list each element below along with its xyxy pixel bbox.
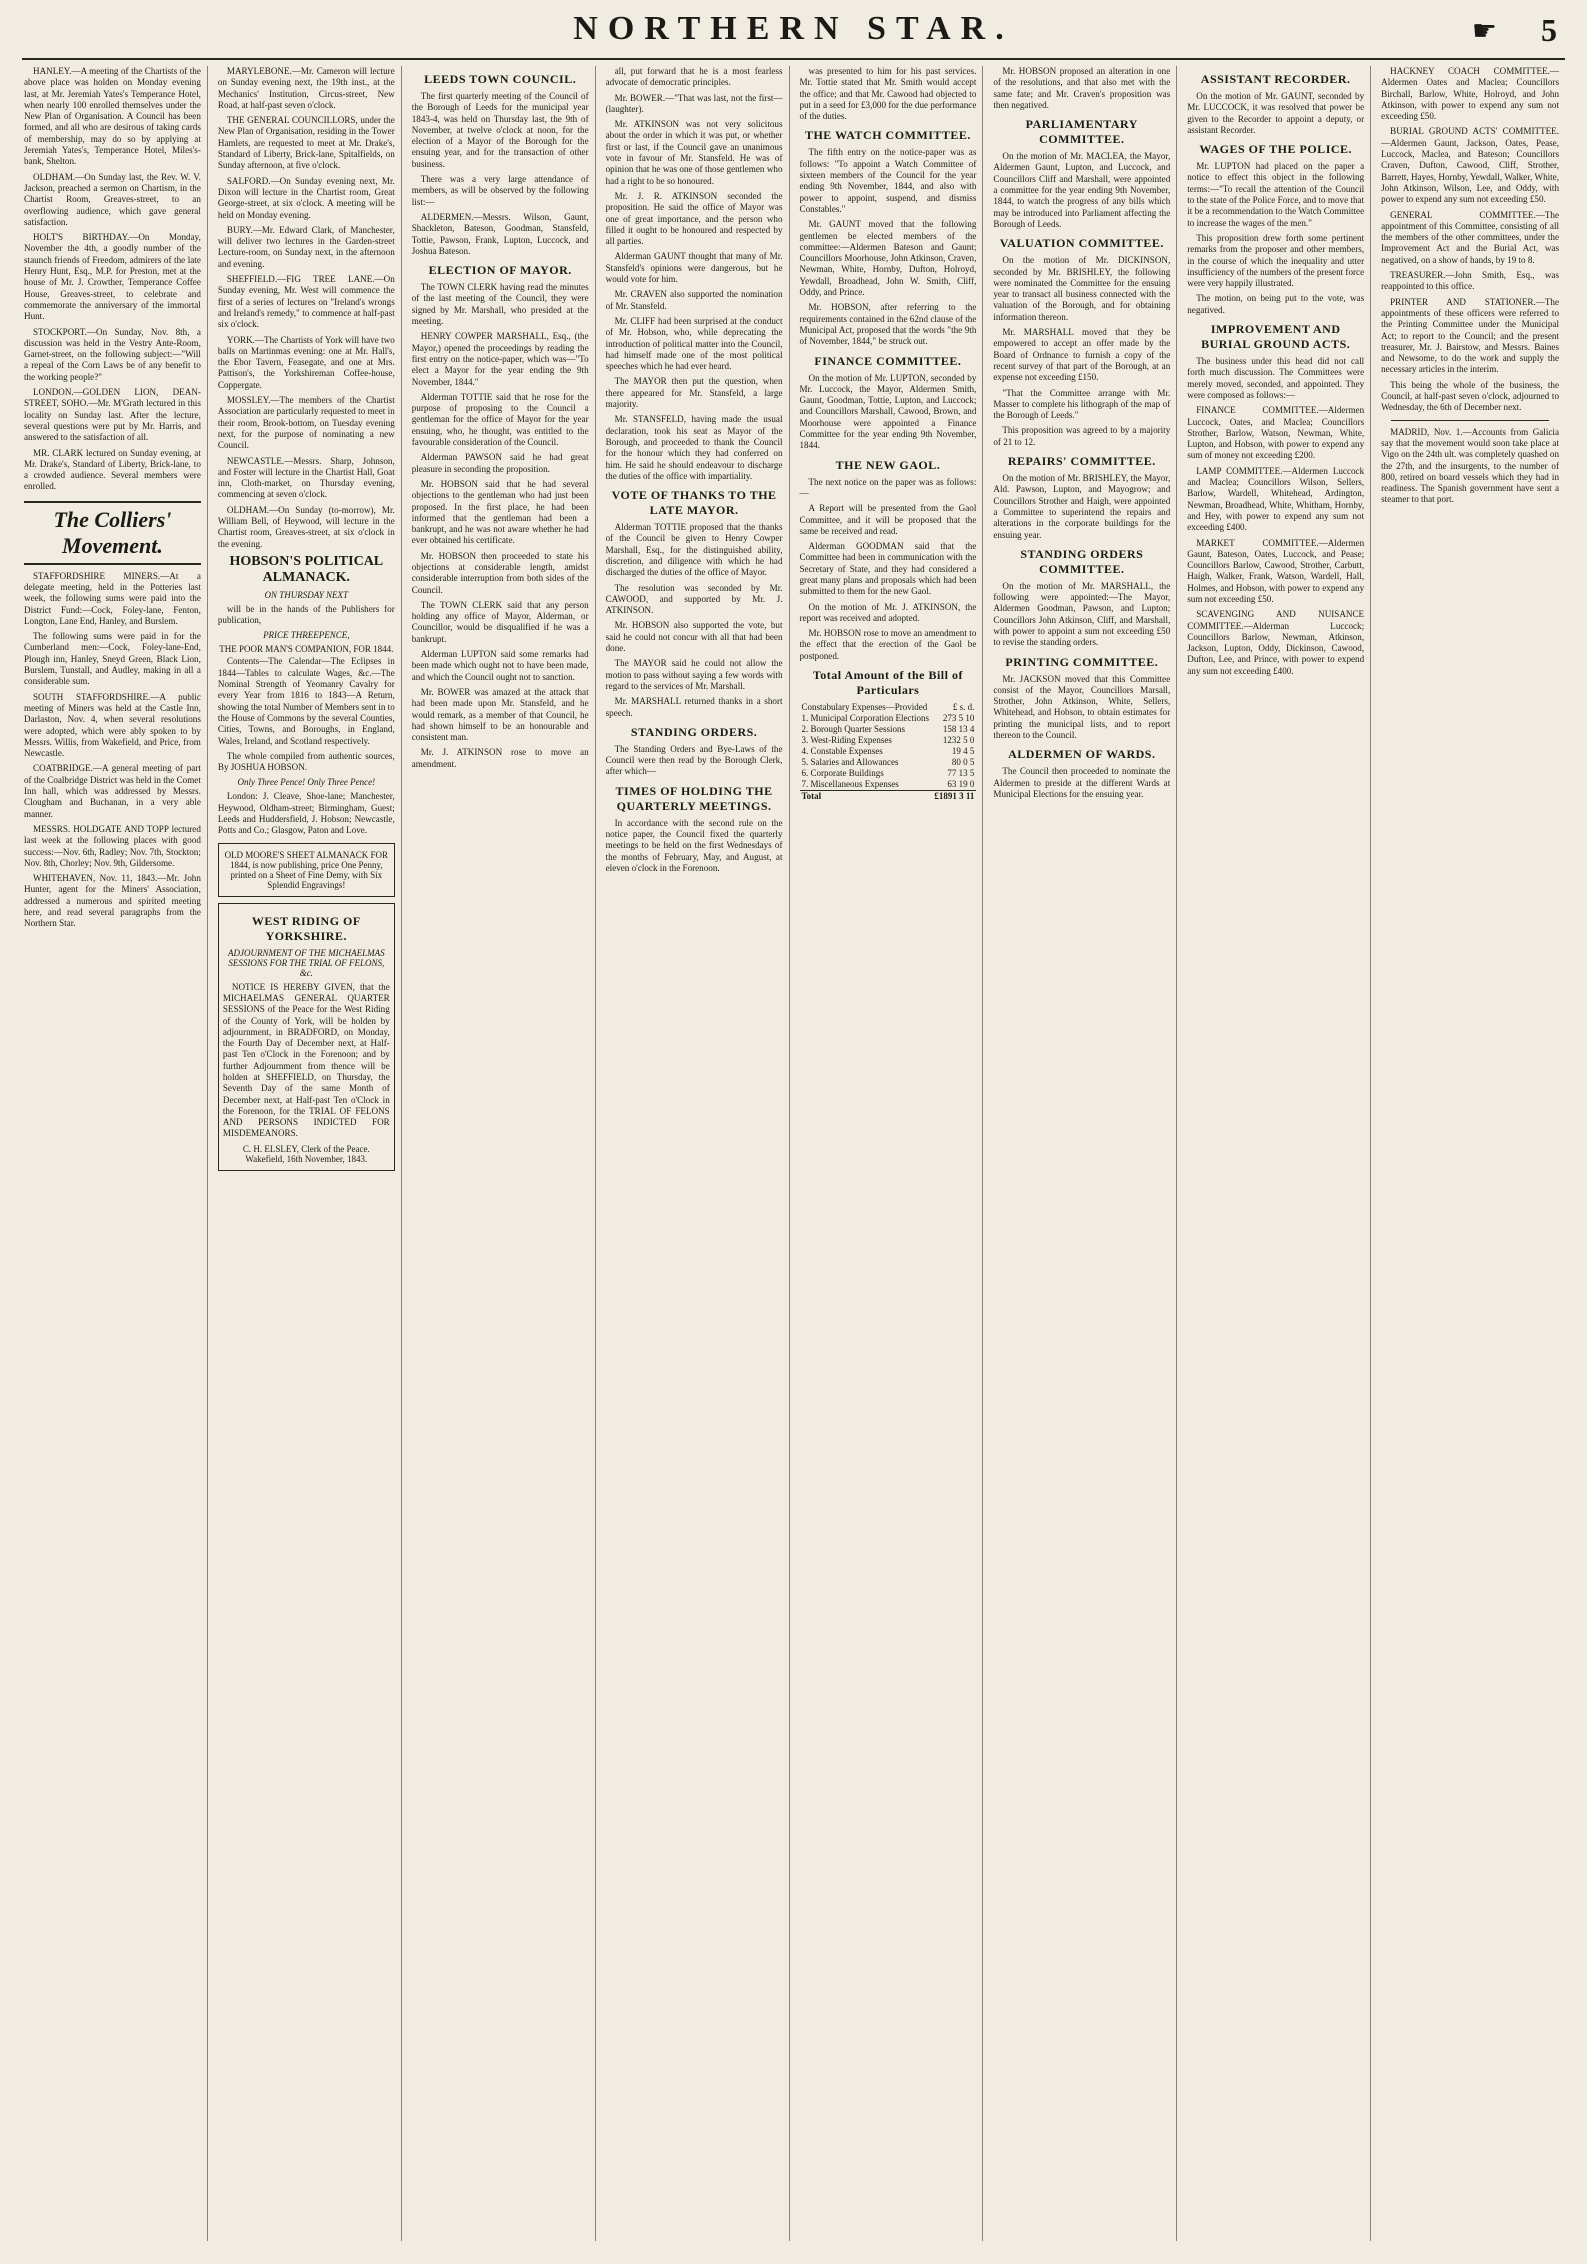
article-paragraph: Mr. J. ATKINSON rose to move an amendment.	[411, 747, 589, 769]
article-paragraph: On the motion of Mr. LUPTON, seconded by Mr. Luccock, the Mayor, Aldermen Smith, Gaunt, Goodman, Tottie, Lupton, and Luccock; and Councillors Marshall, Cawood, Brown, and Moorhouse were appointed a Finance Committee for the year ending 9th November, 1844.	[799, 372, 977, 451]
page-number: 5	[1541, 12, 1557, 48]
article-paragraph: HOLT'S BIRTHDAY.—On Monday, November the 4th, a goodly number of the staunch friends of Freedom, admirers of the late Henry Hunt, Esq., M.P. for Preston, met at the house of Mr. J. Crowther, Temperance Coffee House, Greaves-street, to celebrate and commemorate the anniversary of the immortal Hunt.	[24, 232, 201, 322]
article-paragraph: MOSSLEY.—The members of the Chartist Association are particularly requested to meet in their room, Brook-bottom, on Tuesday evening next, for the purpose of nominating a new Council.	[217, 395, 395, 451]
article-paragraph: The fifth entry on the notice-paper was as follows: "To appoint a Watch Committee of sixteen members of the Council for the year ending 9th November, 1844, and also with power to appoint, suspend, and dismiss Constables."	[799, 147, 977, 214]
article-paragraph: Alderman PAWSON said he had great pleasure in seconding the proposition.	[411, 452, 589, 474]
expense-item: 7. Miscellaneous Expenses	[801, 779, 899, 790]
article-paragraph: Mr. MARSHALL moved that they be empowered to accept an offer made by the Board of Ordnance to furnish a copy of the recent survey of that part of the Borough, at an expense not exceeding £150.	[993, 327, 1171, 383]
table-row	[800, 724, 977, 735]
section-heading: THE NEW GAOL.	[835, 457, 941, 472]
table-row	[800, 746, 977, 757]
table-row	[800, 713, 977, 724]
article-paragraph: YORK.—The Chartists of York will have two balls on Martinmas evening: one at Mr. Hall's, the Ebor Tavern, Feasegate, and one at Mrs. Pattison's, the Yorkshireman Coffee-house, Coppergate.	[217, 334, 395, 390]
expense-amount: 80 0 5	[951, 757, 975, 768]
section-heading: TIMES OF HOLDING THE QUARTERLY MEETINGS.	[615, 783, 773, 813]
article-paragraph: LAMP COMMITTEE.—Aldermen Luccock and Maclea; Councillors Wilson, Sellers, Barlow, Wardell, Whitehead, Ardington, Newman, Broadhead, White, Whitham, Hornby, and Hey, with power to expend any sum not exceeding £400.	[1187, 465, 1365, 533]
article-paragraph: The whole compiled from authentic sources, By JOSHUA HOBSON.	[217, 750, 395, 773]
article-paragraph: MARYLEBONE.—Mr. Cameron will lecture on Sunday evening next, the 19th inst., at the Mechanics' Institution, Circus-street, New Road, at half-past seven o'clock.	[217, 66, 395, 110]
article-paragraph: TREASURER.—John Smith, Esq., was reappointed to this office.	[1381, 270, 1559, 292]
article-paragraph: all, put forward that he is a most fearless advocate of democratic principles.	[605, 66, 783, 88]
west-riding-notice	[218, 903, 395, 1171]
section-heading: PARLIAMENTARY COMMITTEE.	[1025, 117, 1138, 147]
masthead	[0, 0, 1587, 58]
subheading: ON THURSDAY NEXT	[264, 589, 349, 600]
article-paragraph: Alderman GOODMAN said that the Committee had been in communication with the Secretary of State, and they had considered a great many plans and proposals which had been submitted to them for the new Gaol.	[799, 541, 977, 597]
article-paragraph: Alderman GAUNT thought that many of Mr. Stansfeld's opinions were dangerous, but he would vote for him.	[605, 251, 783, 285]
expense-amount: £ s. d.	[952, 702, 975, 713]
column-8	[1379, 66, 1565, 2241]
expense-amount: 77 13 5	[947, 768, 975, 779]
table-row	[800, 768, 977, 779]
article-paragraph: On the motion of Mr. GAUNT, seconded by Mr. LUCCOCK, it was resolved that power be given to the Recorder to appoint a deputy, or assistant Recorder.	[1187, 91, 1365, 135]
column-1	[22, 66, 208, 2241]
section-heading: FINANCE COMMITTEE.	[814, 353, 962, 368]
article-paragraph: SHEFFIELD.—FIG TREE LANE.—On Sunday evening, Mr. West will commence the first of a series of lectures on "Ireland's wrongs and Ireland's remedy," to commence at half-past six o'clock.	[217, 274, 395, 330]
article-paragraph: HACKNEY COACH COMMITTEE.—Aldermen Oates and Maclea; Councillors Birchall, Barlow, White, Holroyd, and John Atkinson, with power to expend any sum not exceeding £50.	[1381, 66, 1559, 122]
expense-item: 4. Constable Expenses	[801, 746, 883, 757]
expense-amount: 63 19 0	[947, 779, 975, 790]
article-paragraph: Mr. ATKINSON was not very solicitous about the order in which it was put, or whether first or last, if the Council gave an unanimous vote in favour of Mr. Stansfeld. He was of opinion that he was one of those gentlemen who had a right to be so honoured.	[605, 119, 783, 186]
expense-amount: 19 4 5	[951, 746, 975, 757]
article-paragraph: Mr. HOBSON then proceeded to state his objections at considerable length, amidst considerable interruption from both sides of the Council.	[411, 550, 589, 595]
article-paragraph: On the motion of Mr. BRISHLEY, the Mayor, Ald. Pawson, Lupton, and Mayogrow; and Councillors Strother and Haigh, were appointed a Committee to superintend the repairs and alterations in the corporate buildings for the ensuing year.	[993, 473, 1171, 540]
expense-item: 6. Corporate Buildings	[801, 768, 884, 779]
article-paragraph: Mr. J. R. ATKINSON seconded the proposition. He said the office of Mayor was one of great importance, and the person who filled it ought to be honoured and respected by all parties.	[605, 190, 783, 247]
table-row	[800, 757, 977, 768]
article-paragraph: Mr. BOWER.—"That was last, not the first—(laughter).	[605, 92, 783, 114]
article-paragraph: On the motion of Mr. MARSHALL, the following were appointed:—The Mayor, Aldermen Goodman, Pawson, and Lupton; Councillors John Atkinson, Cliff, and Marshall, with power to appoint a sum not exceeding £50 to revise the standing orders.	[993, 580, 1171, 648]
section-heading: WAGES OF THE POLICE.	[1199, 142, 1353, 157]
article-paragraph: This proposition was agreed to by a majority of 21 to 12.	[993, 425, 1171, 447]
west-riding-signature: C. H. ELSLEY, Clerk of the Peace. Wakefield, 16th November, 1843.	[242, 1143, 370, 1164]
article-paragraph: HENRY COWPER MARSHALL, Esq., (the Mayor,) opened the proceedings by reading the first entry on the notice-paper, which was—"To elect a Mayor for the year ending the 9th November, 1844."	[411, 331, 589, 387]
almanack-advert	[218, 843, 395, 897]
article-paragraph: This being the whole of the business, the Council, at half-past seven o'clock, adjourned to Wednesday, the 6th of December next.	[1381, 379, 1559, 413]
table-row	[800, 779, 977, 791]
article-paragraph: Mr. STANSFELD, having made the usual declaration, took his seat as Mayor of the Borough, and proceeded to thank the Council for the honour which they had conferred on him. He said he should endeavour to discharge the duties of the office with impartiality.	[605, 414, 783, 481]
article-paragraph: STOCKPORT.—On Sunday, Nov. 8th, a discussion was held in the Vestry Ante-Room, Garnet-street, on the following subject:—"Will a repeal of the Corn Laws be of any benefit to the working people?"	[24, 326, 201, 382]
expense-item: 5. Salaries and Allowances	[801, 757, 899, 768]
article-paragraph: STAFFORDSHIRE MINERS.—At a delegate meeting, held in the Potteries last week, the following sums were paid into the District Fund:—Cock, Foley-lane, Fenton, Longton, Lane End, Hanley, and Burslem.	[24, 570, 201, 626]
article-paragraph: SCAVENGING AND NUISANCE COMMITTEE.—Alderman Luccock; Councillors Barlow, Newman, Atkinson, Jackson, Lupton, Oddy, Dickinson, Cawood, Dufton, Lee, and Prince, with power to expend any sum not exceeding £400.	[1187, 609, 1365, 676]
article-paragraph: The TOWN CLERK said that any person holding any office of Mayor, Alderman, or Councillor, would be disqualified if he was a bankrupt.	[411, 599, 589, 644]
section-heading: REPAIRS' COMMITTEE.	[1007, 454, 1156, 469]
article-paragraph: Mr. HOBSON said that he had several objections to the gentleman who had just been proposed. In the first place, he had been informed that the gentleman had been a bankrupt, and he was not aware whether he had ever obtained his certificate.	[411, 478, 589, 546]
article-paragraph: GENERAL COMMITTEE.—The appointment of this Committee, consisting of all the members of the other committees, under the Improvement Act and the Burial Act, was negatived, on a show of hands, by 19 to 8.	[1381, 209, 1559, 265]
expense-item: 1. Municipal Corporation Elections	[801, 713, 929, 724]
article-paragraph: was presented to him for his past services. Mr. Tottie stated that Mr. Smith would accept the office; and that Mr. Cawood had objected to put in a seed for £3,000 for the due performance of the duties.	[799, 66, 977, 122]
section-heading: VALUATION COMMITTEE.	[999, 236, 1164, 251]
west-riding-heading: WEST RIDING OF YORKSHIRE.	[251, 913, 361, 943]
article-paragraph: Mr. HOBSON rose to move an amendment to the effect that the erection of the Gaol be postponed.	[799, 628, 977, 661]
article-paragraph: will be in the hands of the Publishers for publication,	[217, 603, 395, 626]
article-paragraph: BURIAL GROUND ACTS' COMMITTEE.—Aldermen Gaunt, Jackson, Oates, Pease, Luccock, Maclea, and Bateson; Councillors Craven, Dufton, Cawood, Cliff, Strother, Barrett, Hayes, Hornby, Yewdall, Walker, White, John Atkinson, Wilson, Lee, and Oddy, with power to expend any sum not exceeding £50.	[1381, 126, 1559, 205]
column-divider	[1391, 420, 1549, 421]
section-heading: ASSISTANT RECORDER.	[1200, 72, 1351, 86]
table-row	[800, 735, 977, 746]
section-heading: STANDING ORDERS.	[630, 724, 758, 739]
section-heading: PRINTING COMMITTEE.	[1005, 654, 1159, 669]
columns-container	[22, 66, 1565, 2241]
article-paragraph: ALDERMEN.—Messrs. Wilson, Gaunt, Shackleton, Bateson, Goodman, Stansfeld, Tottie, Pawson, Frank, Lupton, Luccock, and Joshua Bateson.	[411, 211, 589, 256]
pointing-hand-icon: ☛	[1471, 16, 1497, 47]
article-paragraph: "That the Committee arrange with Mr. Masser to complete his lithograph of the map of the Borough of Leeds."	[993, 387, 1171, 421]
article-paragraph: OLDHAM.—On Sunday (to-morrow), Mr. William Bell, of Heywood, will lecture in the Chartist room, Greaves-street, at six o'clock in the evening.	[217, 504, 395, 549]
expense-item: Constabulary Expenses—Provided	[801, 702, 928, 713]
article-paragraph: On the motion of Mr. J. ATKINSON, the report was received and adopted.	[799, 601, 977, 623]
expenses-table-title: Total Amount of the Bill of Particulars	[812, 668, 963, 698]
subheading: Only Three Pence! Only Three Pence!	[237, 777, 376, 788]
section-heading: STANDING ORDERS COMMITTEE.	[1020, 546, 1144, 576]
section-heading: ELECTION OF MAYOR.	[428, 263, 572, 278]
advert-line: THE POOR MAN'S COMPANION, FOR 1844.	[219, 644, 394, 655]
column-6	[991, 66, 1177, 2241]
article-paragraph: Alderman TOTTIE proposed that the thanks of the Council be given to Henry Cowper Marshall, Esq., for the distinguished ability, discretion, and diligence with which he had discharged the duties of the office of Mayor.	[605, 522, 783, 578]
column-7	[1185, 66, 1371, 2241]
article-paragraph: MESSRS. HOLDGATE AND TOPP lectured last week at the following places with good success:—Nov. 6th, Radley; Nov. 7th, Stockton; Nov. 8th, Chorley; Nov. 9th, Gildersome.	[24, 823, 201, 868]
expense-amount: 1232 5 0	[942, 735, 975, 746]
section-heading: ALDERMEN OF WARDS.	[1008, 747, 1156, 762]
article-paragraph: On the motion of Mr. MACLEA, the Mayor, Aldermen Gaunt, Lupton, and Luccock, and Councillors Cliff and Marshall, were appointed a committee for the year ending 9th November, 1844, to watch the progress of any bills which may be introduced into Parliament affecting the Borough of Leeds.	[993, 151, 1171, 229]
article-paragraph: THE GENERAL COUNCILLORS, under the New Plan of Organisation, residing in the Tower Hamlets, are requested to meet at Mr. Drake's, Standard of Liberty, Brick-lane, Spitalfields, on Sunday afternoon, at five o'clock.	[217, 115, 395, 171]
article-paragraph: Mr. HOBSON also supported the vote, but said he could not concur with all that had been done.	[605, 620, 783, 654]
article-paragraph: BURY.—Mr. Edward Clark, of Manchester, will deliver two lectures in the Garden-street Lecture-room, on Sunday next, in the afternoon and evening.	[217, 224, 395, 269]
article-paragraph: The TOWN CLERK having read the minutes of the last meeting of the Council, they were signed by Mr. Marshall, who presided at the meeting.	[411, 282, 589, 327]
article-paragraph: Mr. CLIFF had been surprised at the conduct of Mr. Hobson, who, while deprecating the introduction of political matter into the Council, had himself made one of the most political speeches which he had ever heard.	[605, 315, 783, 372]
article-paragraph: Mr. LUPTON had placed on the paper a notice to effect this object in the following terms:—"To recall the attention of the Council to the state of the Police Force, and to move that it be a recommendation to the Watch Committee to increase the wages of the men."	[1187, 161, 1365, 228]
article-paragraph: WHITEHAVEN, Nov. 11, 1843.—Mr. John Hunter, agent for the Miners' Association, addressed a numerous and spirited meeting here, and read several paragraphs from the Northern Star.	[24, 873, 201, 929]
article-paragraph: The MAYOR said he could not allow the motion to pass without saying a few words with regard to the services of Mr. Marshall.	[605, 658, 783, 691]
article-paragraph: HANLEY.—A meeting of the Chartists of the above place was holden on Monday evening last, at Mr. Jeremiah Yates's Temperance Hotel, when nearly 100 enrolled themselves under the New Plan of Organisation. A Council has been formed, and all who are desirous of taking cards of membership, may do so by applying at Jeremiah Yates's, Temperance Hotel, Miles's-bank, Shelton.	[24, 66, 201, 167]
article-paragraph: On the motion of Mr. DICKINSON, seconded by Mr. BRISHLEY, the following were nominated the Committee for the ensuing year to transact all business connected with the valuation of the Borough, and for obtaining information thereon.	[993, 255, 1171, 322]
article-paragraph: SOUTH STAFFORDSHIRE.—A public meeting of Miners was held at the Castle Inn, Darlaston, Nov. 4, when several resolutions were adopted, which were ably spoken to by Messrs. Willis, from Wakefield, and Price, from Newcastle.	[24, 691, 201, 759]
article-paragraph: A Report will be presented from the Gaol Committee, and it will be proposed that the same be received and read.	[799, 503, 977, 536]
expense-amount: 273 5 10	[942, 713, 975, 724]
subheading: PRICE THREEPENCE,	[263, 630, 350, 641]
article-paragraph: MADRID, Nov. 1.—Accounts from Galicia say that the movement would soon take place at Vigo on the 24th ult. was completely quashed on the 27th, and the insurgents, to the number of 800, retired on board vessels which they had in readiness. The Spanish government have sent a steamer to that port.	[1381, 426, 1559, 505]
article-paragraph: PRINTER AND STATIONER.—The appointments of these officers were referred to the Printing Committee under the Municipal Act; to report to the Council; and the present treasurer, Mr. J. Bairstow, and Messrs. Baines and Newsome, to do the work and supply the necessary articles in the interim.	[1381, 296, 1559, 375]
article-paragraph: OLDHAM.—On Sunday last, the Rev. W. V. Jackson, preached a sermon on Chartism, in the Chartist Room, Greaves-street, to an overflowing audience, which gave general satisfaction.	[24, 171, 201, 227]
article-paragraph: Contents—The Calendar—The Eclipses in 1844—Tables to calculate Wages, &c.—The Nominal Strength of Yeomanry Cavalry for every Year from 1816 to 1843—A Return, showing the total Number of Members sent in to the House of Commons by the several Counties, Cities, Towns, and Boroughs, in England, Wales, Ireland, and Scotland respectively.	[217, 656, 395, 746]
article-paragraph: There was a very large attendance of members, as will be observed by the following list:—	[411, 174, 589, 207]
newspaper-title: NORTHERN STAR.	[573, 10, 1014, 47]
expense-item: 3. West-Riding Expenses	[801, 735, 892, 746]
column-2	[216, 66, 402, 2241]
article-paragraph: The following sums were paid in for the Cumberland men:—Cock, Foley-lane-End, Plough inn, Hanley, Sneyd Green, Black Lion, Burslem, Tunstall, and Audley, making in all a considerable sum.	[24, 631, 201, 687]
article-paragraph: The business under this head did not call forth much discussion. The Committees were merely moved, seconded, and appointed. They were composed as follows:—	[1187, 356, 1365, 400]
almanack-text: OLD MOORE'S SHEET ALMANACK FOR 1844, is now publishing, price One Penny, printed on a Sheet of Fine Demy, with Six Splendid Engravings!	[224, 849, 389, 890]
article-paragraph: The resolution was seconded by Mr. CAWOOD, and supported by Mr. J. ATKINSON.	[605, 582, 783, 616]
section-heading: IMPROVEMENT AND BURIAL GROUND ACTS.	[1201, 322, 1351, 352]
article-paragraph: The first quarterly meeting of the Council of the Borough of Leeds for the municipal year 1843-4, was held on Thursday last, the 9th of November, at twelve o'clock at noon, for the election of a Mayor of the Borough for the ensuing year, and for the transaction of other business.	[411, 91, 589, 169]
article-paragraph: FINANCE COMMITTEE.—Aldermen Luccock, Oates, and Maclea; Councillors Strother, Barlow, Watson, Newman, White, Lupton, and Hobson, with power to expend any sum of money not exceeding £200.	[1187, 405, 1365, 461]
article-paragraph: Alderman TOTTIE said that he rose for the purpose of proposing to the Council a gentleman for the office of Mayor for the year ensuing, who, he thought, was entitled to the favourable consideration of the Council.	[411, 391, 589, 448]
article-paragraph: In accordance with the second rule on the notice paper, the Council fixed the quarterly meetings to be held on the first Wednesdays of the months of February, May, and August, at eleven o'clock in the Forenoon.	[605, 817, 783, 873]
west-riding-text: NOTICE IS HEREBY GIVEN, that the MICHAELMAS GENERAL QUARTER SESSIONS of the Peace for the West Riding of the County of York, will be holden by adjournment, in BRADFORD, on Monday, the Fourth Day of December next, at Half-past Ten o'Clock in the Forenoon; and by further Adjournment from thence will be holden at SHEFFIELD, on Thursday, the Seventh Day of the same Month of December next, at Half-past Ten o'Clock in the Forenoon, for the TRIAL OF FELONS AND PERSONS INDICTED FOR MISDEMEANORS.	[222, 981, 390, 1139]
section-banner: The Colliers' Movement.	[24, 501, 201, 565]
table-row	[800, 791, 977, 803]
section-heading: THE WATCH COMMITTEE.	[804, 128, 971, 143]
article-paragraph: The next notice on the paper was as follows:—	[799, 476, 977, 498]
article-paragraph: The Council then proceeded to nominate the Aldermen to preside at the different Wards at Municipal Elections for the ensuing year.	[993, 766, 1171, 799]
article-paragraph: London: J. Cleave, Shoe-lane; Manchester, Heywood, Oldham-street; Birmingham, Guest; Leeds and Huddersfield, J. Hobson; Newcastle, Potts and Co.; Glasgow, Paton and Love.	[217, 791, 395, 836]
article-paragraph: NEWCASTLE.—Messrs. Sharp, Johnson, and Foster will lecture in the Chartist Hall, Goat inn, Cloth-market, on Thursday evening, commencing at seven o'clock.	[217, 455, 395, 500]
article-paragraph: Mr. GAUNT moved that the following gentlemen be elected members of the committee:—Aldermen Bateson and Gaunt; Councillors Moorhouse, John Atkinson, Craven, Newman, White, Hornby, Dufton, Holroyd, Yewdall, Broadhead, John W. Smith, Cliff, Oddy, and Prince.	[799, 219, 977, 298]
expenses-table	[800, 702, 977, 802]
article-paragraph: Mr. CRAVEN also supported the nomination of Mr. Stansfeld.	[605, 289, 783, 311]
article-paragraph: Mr. BOWER was amazed at the attack that had been made upon Mr. Stansfeld, and he would remark, as a member of that Council, he had shown himself to be an honourable and consistent man.	[411, 686, 589, 743]
column-4	[604, 66, 790, 2241]
article-paragraph: Mr. MARSHALL returned thanks in a short speech.	[605, 696, 783, 718]
article-paragraph: MARKET COMMITTEE.—Aldermen Gaunt, Bateson, Oates, Luccock, and Pease; Councillors Barlow, Cawood, Strother, Carbutt, Haigh, Walker, Frank, Watson, Wardell, Hall, Holmes, and Hobson, with power to expend any sum not exceeding £50.	[1187, 537, 1365, 604]
expense-amount: £1891 3 11	[932, 791, 976, 803]
article-paragraph: The MAYOR then put the question, when there appeared for Mr. Stansfeld, a large majority.	[605, 376, 783, 410]
expense-item: Total	[800, 791, 933, 803]
column-3	[410, 66, 596, 2241]
article-paragraph: Mr. HOBSON, after referring to the requirements contained in the 62nd clause of the Municipal Act, proposed that the words "the 9th of November, 1844," be struck out.	[799, 302, 977, 347]
article-paragraph: This proposition drew forth some pertinent remarks from the proposer and other members, in the course of which the inequality and utter insufficiency of the numbers of the present force were very happily illustrated.	[1187, 232, 1365, 289]
section-heading: VOTE OF THANKS TO THE LATE MAYOR.	[611, 488, 777, 518]
masthead-rule	[22, 58, 1565, 60]
expense-item: 2. Borough Quarter Sessions	[801, 724, 905, 735]
west-riding-subheading: ADJOURNMENT OF THE MICHAELMAS SESSIONS FOR THE TRIAL OF FELONS, &c.	[228, 947, 385, 978]
article-paragraph: SALFORD.—On Sunday evening next, Mr. Dixon will lecture in the Chartist room, Great George-street, at six o'clock. A meeting will be held on Monday evening.	[217, 175, 395, 220]
table-row	[800, 702, 977, 713]
expense-amount: 158 13 4	[942, 724, 975, 735]
article-paragraph: COATBRIDGE.—A general meeting of part of the Coalbridge District was held in the Comet Inn hall, which was addressed by Messrs. Clougham and Buchanan, in a very able manner.	[24, 763, 201, 819]
advert-title: HOBSON'S POLITICAL ALMANACK.	[229, 553, 384, 585]
article-paragraph: MR. CLARK lectured on Sunday evening, at Mr. Drake's, Standard of Liberty, Brick-lane, to a crowded audience. Several members were enrolled.	[24, 447, 201, 492]
article-paragraph: LONDON.—GOLDEN LION, DEAN-STREET, SOHO.—Mr. M'Grath lectured in this locality on Sunday last. After the lecture, several questions were put by Mr. Harris, and answered to the satisfaction of all.	[24, 387, 201, 443]
column-5	[798, 66, 984, 2241]
section-heading: LEEDS TOWN COUNCIL.	[424, 72, 577, 86]
article-paragraph: The motion, on being put to the vote, was negatived.	[1187, 293, 1365, 315]
article-paragraph: Mr. HOBSON proposed an alteration in one of the resolutions, and that also met with the same fate; and Mr. Craven's proposition was then negatived.	[993, 66, 1171, 110]
article-paragraph: The Standing Orders and Bye-Laws of the Council were then read by the Borough Clerk, after which—	[605, 743, 783, 777]
article-paragraph: Alderman LUPTON said some remarks had been made which ought not to have been made, and which the Council ought not to sanction.	[411, 649, 589, 682]
article-paragraph: Mr. JACKSON moved that this Committee consist of the Mayor, Councillors Marsall, Strother, John Atkinson, White, Sellers, Whitehead, and Hobson, to obtain estimates for printing the municipal lists, and to report thereon to the Council.	[993, 673, 1171, 741]
